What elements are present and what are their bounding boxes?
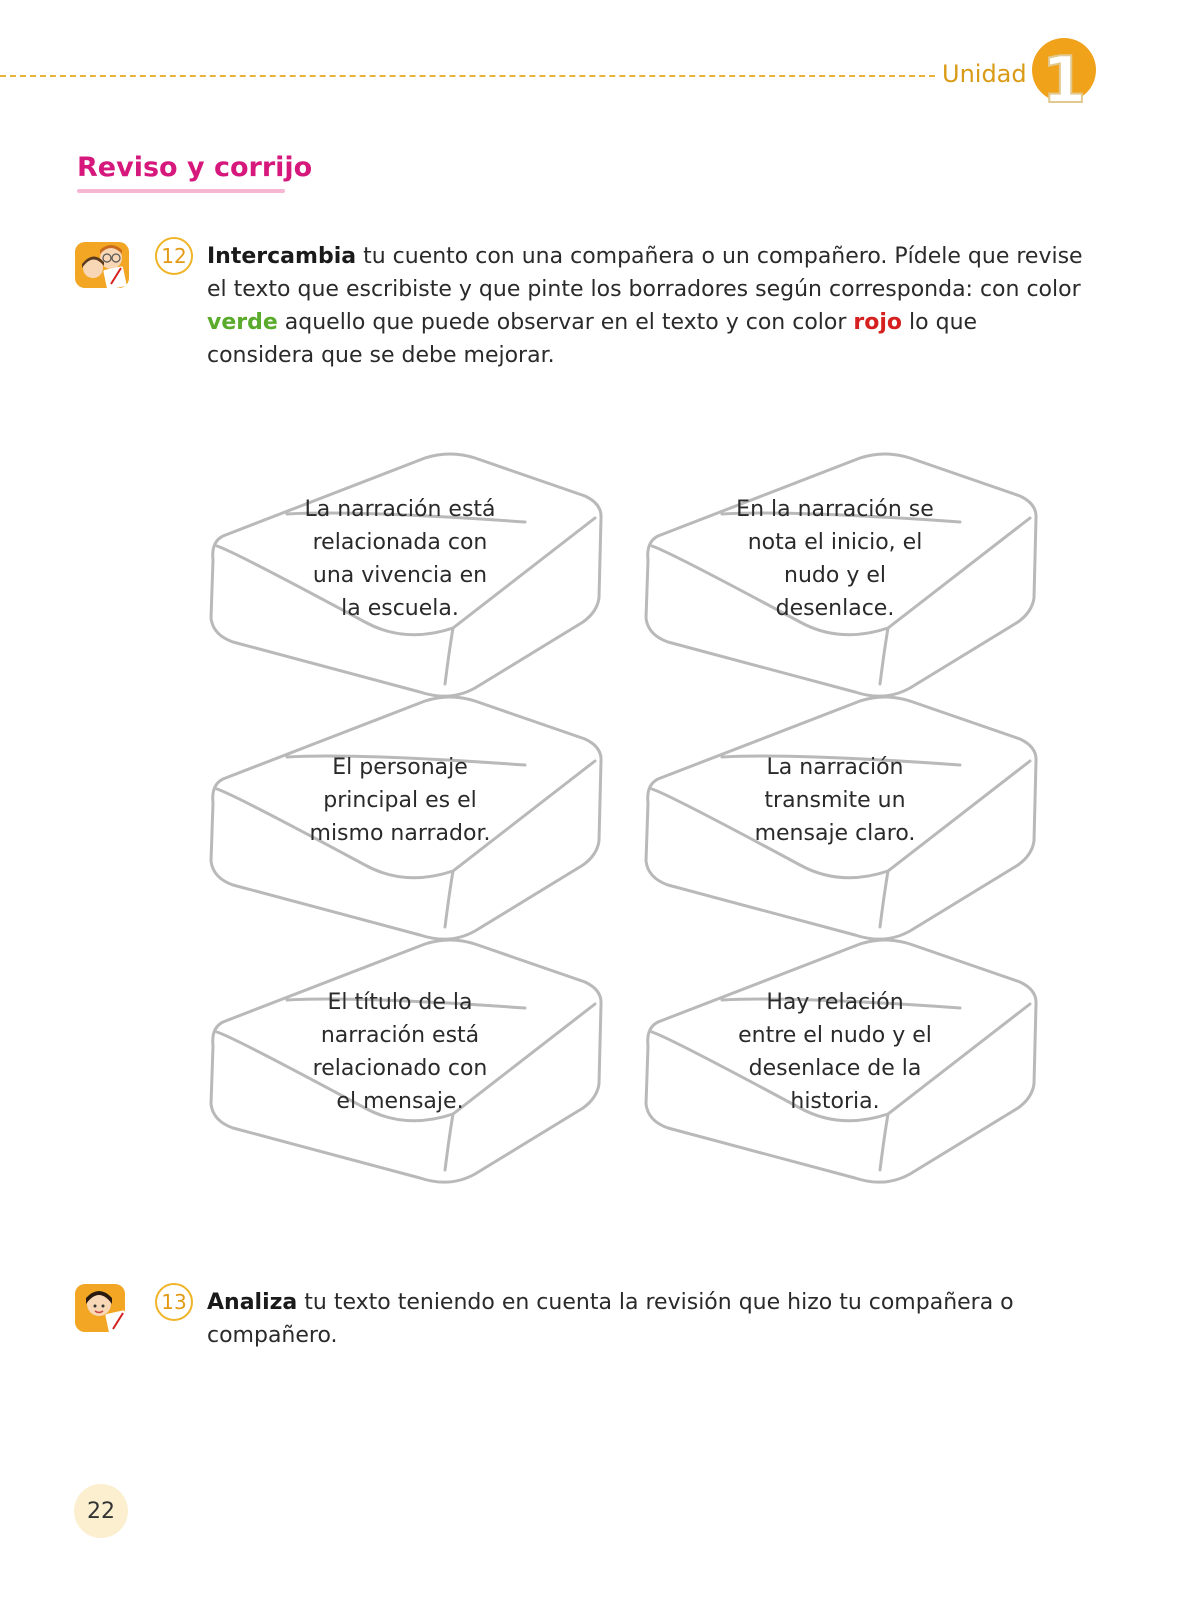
eraser-text: Hay relación entre el nudo y el desenlace de la historia.	[738, 990, 932, 1114]
unit-number: 1	[1041, 44, 1087, 118]
eraser-card[interactable]	[205, 695, 615, 955]
eraser-card[interactable]	[640, 938, 1050, 1198]
eraser-card[interactable]	[205, 452, 615, 712]
activity-13-instruction: Analiza tu texto teniendo en cuenta la revisión que hizo tu compañera o compañero.	[207, 1290, 1014, 1348]
eraser-card[interactable]	[640, 452, 1050, 712]
girl-writing-icon	[73, 1282, 131, 1336]
green-word: verde	[207, 310, 278, 335]
activity-number-12: 12	[155, 237, 193, 275]
eraser-card[interactable]	[205, 938, 615, 1198]
activity-13-verb: Analiza	[207, 1290, 298, 1315]
unit-number-badge	[1028, 34, 1098, 120]
activity-12-verb: Intercambia	[207, 244, 357, 269]
eraser-text: La narración está relacionada con una vivencia en la escuela.	[304, 497, 496, 621]
children-reading-icon	[73, 238, 131, 292]
red-word: rojo	[853, 310, 903, 335]
eraser-text: La narración transmite un mensaje claro.	[754, 755, 916, 846]
eraser-text: El título de la narración está relacionado con el mensaje.	[312, 990, 488, 1114]
activity-12-instruction: Intercambia tu cuento con una compañera o un compañero. Pídele que revise el texto que escribiste y que pinte los borradores según corresponda: con color verde aquello que puede observar en el texto y con color rojo lo que considera que se debe mejorar.	[207, 244, 1083, 368]
header-dashed-line	[0, 75, 935, 77]
eraser-text: El personaje principal es el mismo narrador.	[309, 755, 491, 846]
eraser-text: En la narración se nota el inicio, el nudo y el desenlace.	[736, 497, 934, 621]
section-title: Reviso y corrijo	[77, 152, 313, 183]
eraser-card[interactable]	[640, 695, 1050, 955]
section-title-underline	[77, 189, 285, 193]
activity-number-13: 13	[155, 1283, 193, 1321]
page-number: 22	[74, 1484, 128, 1538]
unit-label: Unidad	[942, 60, 1027, 88]
